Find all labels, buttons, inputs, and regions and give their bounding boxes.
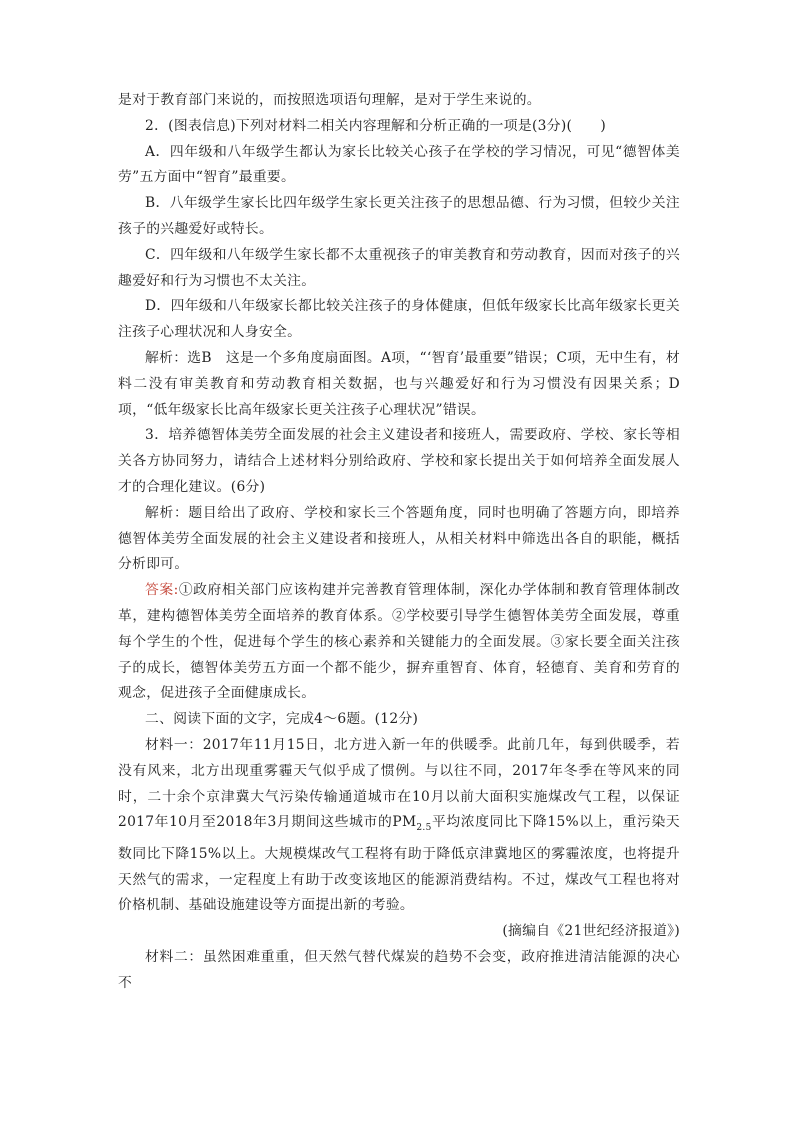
document-page: [118, 88, 680, 997]
question-2-stem: 2．(图表信息)下列对材料二相关内容理解和分析正确的一项是(3分)( ): [145, 117, 607, 134]
question-2-option-a: A．四年级和八年级学生都认为家长比较关心孩子在学校的学习情况，可见“德智体美劳”五方面中“智育”最重要。: [118, 143, 680, 186]
material-2-start: 材料二：虽然困难重重，但天然气替代煤炭的趋势不会变，政府推进清洁能源的决心不: [118, 949, 680, 991]
section-2-heading: 二、阅读下面的文字，完成4～6题。(12分): [145, 711, 419, 728]
material-1-paragraph: [118, 733, 680, 919]
continuation-line: 是对于教育部门来说的，而按照选项语句理解，是对于学生来说的。: [118, 92, 541, 108]
question-3-answer: [118, 578, 680, 707]
material-1-source: (摘编自《21世纪经济报道》): [502, 923, 680, 940]
question-3-analysis: 解析：题目给出了政府、学校和家长三个答题角度，同时也明确了答题方向，即培养德智体美劳全面发展的社会主义建设者和接班人，从相关材料中筛选出各自的职能，概括分析即可。: [118, 504, 680, 573]
material-1-text-b: 平均浓度同比下降15%以上，重污染天数同比下降15%以上。大规模煤改气工程将有助于降低京津冀地区的雾霾浓度，也将提升天然气的需求，一定程度上有助于改变该地区的能源消费结构。不过，煤改气工程也将对价格机制、基础设施建设等方面提出新的考验。: [118, 814, 680, 914]
answer-text: ①政府相关部门应该构建并完善教育管理体制，深化办学体制和教育管理体制改革，建构德智体美劳全面培养的教育体系。②学校要引导学生德智体美劳全面发展，尊重每个学生的个性，促进每个学生的核心素养和关键能力的全面发展。③家长要全面关注孩子的成长，德智体美劳五方面一个都不能少，摒弃重智育、体育，轻德育、美育和劳育的观念，促进孩子全面健康成长。: [118, 582, 680, 702]
question-2-analysis: 解析：选B 这是一个多角度扇面图。A项，“‘智育’最重要”错误；C项，无中生有，材料二没有审美教育和劳动教育相关数据，也与兴趣爱好和行为习惯没有因果关系；D项，“低年级家长比高年级家长更关注孩子心理状况”错误。: [118, 349, 680, 418]
material-1-text-a: 材料一：2017年11月15日，北方进入新一年的供暖季。此前几年，每到供暖季，若没有风来，北方出现重雾霾天气似乎成了惯例。与以往不同，2017年冬季在等风来的同时，二十余个京津冀大气污染传输通道城市在10月以前大面积实施煤改气工程，以保证2017年10月至2018年3月期间这些城市的PM: [118, 736, 680, 831]
question-3-stem: 3．培养德智体美劳全面发展的社会主义建设者和接班人，需要政府、学校、家长等相关各方协同努力，请结合上述材料分别给政府、学校和家长提出关于如何培养全面发展人才的合理化建议。(6分): [118, 427, 680, 495]
question-2-option-d: D．四年级和八年级家长都比较关注孩子的身体健康，但低年级家长比高年级家长更关注孩子心理状况和人身安全。: [118, 298, 680, 341]
answer-label: 答案:: [145, 582, 179, 599]
question-2-option-b: B．八年级学生家长比四年级学生家长更关注孩子的思想品德、行为习惯，但较少关注孩子的兴趣爱好或特长。: [118, 195, 680, 237]
pm-subscript: 2.5: [416, 823, 432, 834]
question-2-option-c: C．四年级和八年级学生家长都不太重视孩子的审美教育和劳动教育，因而对孩子的兴趣爱好和行为习惯也不太关注。: [118, 246, 680, 289]
